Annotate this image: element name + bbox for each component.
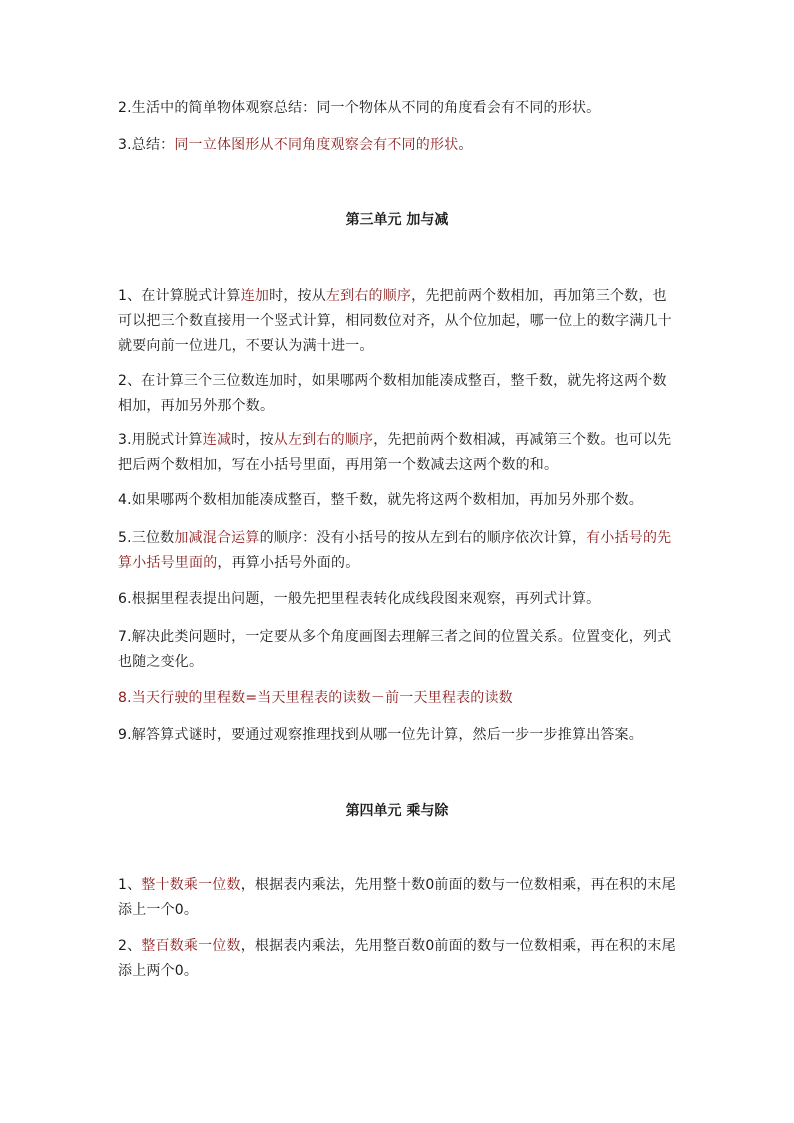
- unit4-paragraph-1: [118, 873, 678, 923]
- text-run: 1、: [118, 877, 142, 893]
- unit3-paragraph-1: [118, 284, 678, 359]
- unit3-heading: 第三单元 加与减: [345, 212, 449, 228]
- text-run: ，根据表内乘法，先用整十数0前面的数与一位数相乘，再在积的末尾添上一个0。: [118, 877, 676, 918]
- unit3-paragraph-9: 9.解答算式谜时，要通过观察推理找到从哪一位先计算，然后一步一步推算出答案。: [118, 727, 643, 743]
- unit2-summary-line-3: [118, 133, 678, 158]
- highlighted-text: 左到右的顺序: [325, 288, 412, 304]
- text-run: ，先把前两个数相减，再减第三个数。也可以先把后两个数相加，写在小括号里面，再用第一个数减去这两个数的和。: [118, 432, 672, 473]
- text-run: 的顺序：没有小括号的按从左到右的顺序依次计算，: [259, 530, 587, 546]
- unit3-paragraph-3: [118, 428, 678, 478]
- unit3-paragraph-2: 2、在计算三个三位数连加时，如果哪两个数相加能凑成整百，整千数，就先将这两个数相加，再加另外那个数。: [118, 373, 667, 414]
- text-run: ，根据表内乘法，先用整百数0前面的数与一位数相乘，再在积的末尾添上两个0。: [118, 938, 676, 979]
- unit3-paragraph-5: [118, 526, 678, 576]
- highlighted-text: 加减混合运算: [174, 530, 260, 546]
- text-run: ，先把前两个数相加，再加第三个数，也可以把三个数直接用一个竖式计算，相同数位对齐，从个位加起，哪一位上的数字满几十就要向前一位进几，不要认为满十进一。: [118, 288, 672, 354]
- unit3-paragraph-6: 6.根据里程表提出问题，一般先把里程表转化成线段图来观察，再列式计算。: [118, 591, 601, 607]
- highlighted-text: 整十数乘一位数: [141, 877, 241, 893]
- text-run: 2、: [118, 938, 142, 954]
- highlighted-text: 连加: [240, 288, 270, 304]
- text-run: 。: [458, 137, 473, 153]
- highlighted-text: 有小括号的先算小括号里面的: [118, 530, 672, 571]
- text-run: 5.三位数: [118, 530, 175, 546]
- unit3-paragraph-8: 8.当天行驶的里程数=当天里程表的读数－前一天里程表的读数: [118, 690, 513, 706]
- text-run: 时，按从: [269, 288, 326, 304]
- text-run: 时，按: [231, 432, 274, 448]
- highlighted-text: 从左到右的顺序: [273, 432, 374, 448]
- unit3-paragraph-4: 4.如果哪两个数相加能凑成整百，整千数，就先将这两个数相加，再加另外那个数。: [118, 492, 643, 508]
- highlighted-text: 连减: [202, 432, 232, 448]
- unit2-summary-line-2: 2.生活中的简单物体观察总结：同一个物体从不同的角度看会有不同的形状。: [118, 100, 601, 116]
- text-run: 3.用脱式计算: [118, 432, 203, 448]
- highlighted-text: 同一立体图形从不同角度观察会有不同的形状: [174, 137, 459, 153]
- highlighted-text: 整百数乘一位数: [141, 938, 241, 954]
- text-run: 1、在计算脱式计算: [118, 288, 241, 304]
- unit4-heading: 第四单元 乘与除: [345, 803, 449, 819]
- unit3-paragraph-7: 7.解决此类问题时，一定要从多个角度画图去理解三者之间的位置关系。位置变化，列式也随之变化。: [118, 629, 672, 670]
- text-run: 3.总结：: [118, 137, 175, 153]
- text-run: ，再算小括号外面的。: [217, 555, 360, 571]
- unit4-paragraph-2: [118, 934, 678, 984]
